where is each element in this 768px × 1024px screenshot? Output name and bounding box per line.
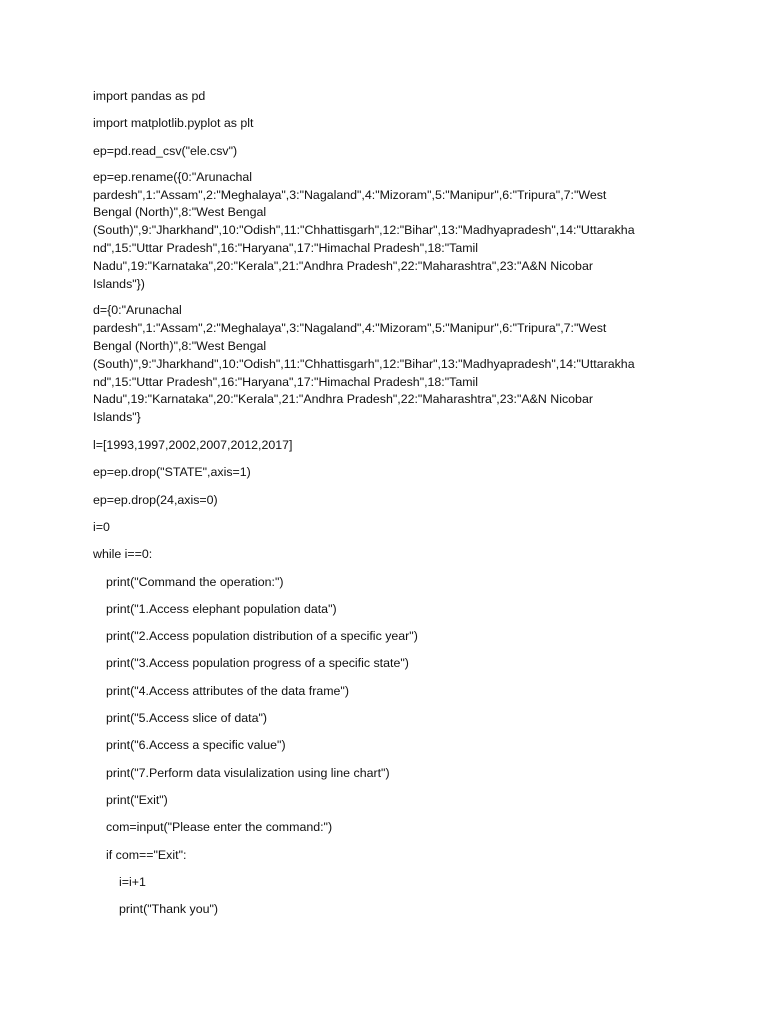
code-line: Bengal (North)",8:"West Bengal <box>93 339 267 354</box>
code-line: (South)",9:"Jharkhand",10:"Odish",11:"Chhattisgarh",12:"Bihar",13:"Madhyapradesh",14:"Uttarakha <box>93 223 635 238</box>
code-line: print("Command the operation:") <box>106 574 284 589</box>
code-line: print("7.Perform data visulalization using line chart") <box>106 765 390 780</box>
code-line: print("2.Access population distribution of a specific year") <box>106 629 418 644</box>
code-line: i=0 <box>93 519 110 534</box>
dict-statement <box>93 302 678 427</box>
code-line: print("6.Access a specific value") <box>106 738 286 753</box>
code-line: Nadu",19:"Karnataka",20:"Kerala",21:"Andhra Pradesh",22:"Maharashtra",23:"A&N Nicobar <box>93 392 593 407</box>
code-line: Islands"}) <box>93 276 145 291</box>
code-line: ep=ep.drop(24,axis=0) <box>93 492 218 507</box>
code-line: print("4.Access attributes of the data frame") <box>106 683 349 698</box>
code-line: d={0:"Arunachal <box>93 303 182 318</box>
code-line: while i==0: <box>93 547 153 562</box>
code-line: ep=pd.read_csv("ele.csv") <box>93 143 238 158</box>
code-line: Bengal (North)",8:"West Bengal <box>93 205 267 220</box>
code-line: nd",15:"Uttar Pradesh",16:"Haryana",17:"Himachal Pradesh",18:"Tamil <box>93 241 479 256</box>
code-line: l=[1993,1997,2002,2007,2012,2017] <box>93 438 293 453</box>
code-line: print("3.Access population progress of a specific state") <box>106 656 409 671</box>
document-body <box>93 87 678 927</box>
code-line: ep=ep.drop("STATE",axis=1) <box>93 465 251 480</box>
code-line: print("5.Access slice of data") <box>106 711 267 726</box>
rename-statement <box>93 169 678 294</box>
code-line: print("Exit") <box>106 792 168 807</box>
code-line: Nadu",19:"Karnataka",20:"Kerala",21:"Andhra Pradesh",22:"Maharashtra",23:"A&N Nicobar <box>93 258 593 273</box>
code-line: import matplotlib.pyplot as plt <box>93 116 254 131</box>
code-line: i=i+1 <box>119 874 146 889</box>
code-line: print("1.Access elephant population data") <box>106 601 337 616</box>
code-line: print("Thank you") <box>119 902 219 917</box>
code-line: com=input("Please enter the command:") <box>106 820 333 835</box>
code-line: pardesh",1:"Assam",2:"Meghalaya",3:"Nagaland",4:"Mizoram",5:"Manipur",6:"Tripura",7:"West <box>93 321 607 336</box>
code-line: (South)",9:"Jharkhand",10:"Odish",11:"Chhattisgarh",12:"Bihar",13:"Madhyapradesh",14:"Uttarakha <box>93 356 635 371</box>
code-line: nd",15:"Uttar Pradesh",16:"Haryana",17:"Himachal Pradesh",18:"Tamil <box>93 374 479 389</box>
code-line: pardesh",1:"Assam",2:"Meghalaya",3:"Nagaland",4:"Mizoram",5:"Manipur",6:"Tripura",7:"West <box>93 187 607 202</box>
code-line: Islands"} <box>93 410 141 425</box>
code-line: ep=ep.rename({0:"Arunachal <box>93 169 253 184</box>
code-line: if com=="Exit": <box>106 847 187 862</box>
code-line: import pandas as pd <box>93 89 206 103</box>
